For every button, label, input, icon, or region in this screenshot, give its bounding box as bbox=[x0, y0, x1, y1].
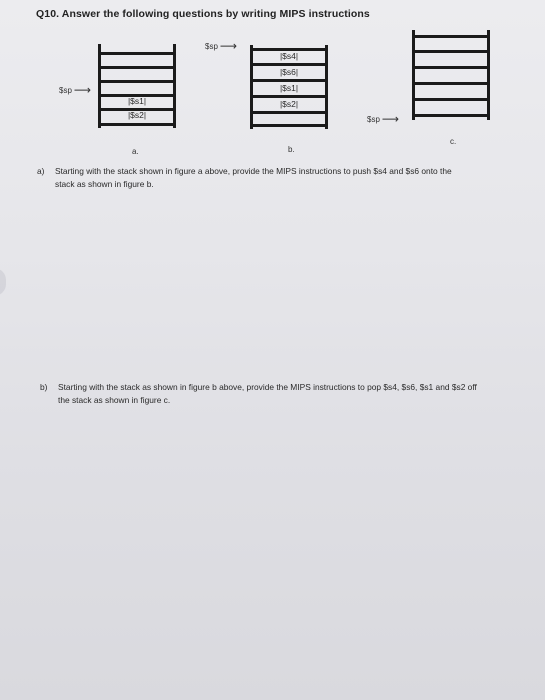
right-arrow-icon: ⟶ bbox=[73, 83, 92, 97]
right-arrow-icon: ⟶ bbox=[219, 39, 238, 53]
question-text-line: the stack as shown in figure c. bbox=[58, 395, 171, 405]
figure-label-b: b. bbox=[288, 145, 295, 154]
stack-pointer-b bbox=[205, 40, 237, 52]
stack-pointer-c bbox=[367, 113, 399, 125]
question-b bbox=[40, 381, 530, 407]
question-text-line: Starting with the stack as shown in figure b above, provide the MIPS instructions to pop $s4, $s6, $s1 and $s2 off bbox=[58, 382, 477, 392]
stack-slot-register: |$s2| bbox=[127, 110, 147, 120]
stack-slot-register: |$s2| bbox=[279, 99, 299, 109]
stack-slot-divider bbox=[101, 52, 173, 55]
stack-slot-divider bbox=[253, 79, 325, 82]
stack-slot-divider bbox=[415, 82, 487, 85]
question-text-line: Starting with the stack shown in figure a above, provide the MIPS instructions to push $s4 and $s6 onto the bbox=[55, 166, 452, 176]
stack-slot-divider bbox=[415, 114, 487, 117]
stack-slot-divider bbox=[253, 63, 325, 66]
stack-pointer-label: $sp bbox=[367, 114, 380, 124]
stack-slot-register: |$s1| bbox=[127, 96, 147, 106]
stack-slot-divider bbox=[415, 50, 487, 53]
question-text-line: stack as shown in figure b. bbox=[55, 179, 154, 189]
stack-slot-register: |$s4| bbox=[279, 51, 299, 61]
stack-slot-register: |$s1| bbox=[279, 83, 299, 93]
stack-slot-divider bbox=[101, 123, 173, 126]
figure-label-c: c. bbox=[450, 137, 457, 146]
stack-slot-divider bbox=[253, 111, 325, 114]
question-marker: a) bbox=[37, 166, 45, 176]
question-a bbox=[37, 165, 517, 191]
right-arrow-icon: ⟶ bbox=[381, 112, 400, 126]
stack-slot-divider bbox=[415, 98, 487, 101]
stack-slot-divider bbox=[253, 124, 325, 127]
stack-pointer-a bbox=[59, 84, 91, 96]
stack-slot-divider bbox=[101, 66, 173, 69]
stack-slot-divider bbox=[101, 80, 173, 83]
stack-slot-divider bbox=[415, 66, 487, 69]
figure-label-a: a. bbox=[132, 147, 139, 156]
stack-figure-b bbox=[250, 45, 328, 129]
stack-figure-c bbox=[412, 30, 490, 120]
stack-pointer-label: $sp bbox=[59, 85, 72, 95]
stack-pointer-label: $sp bbox=[205, 41, 218, 51]
page-edge-shadow bbox=[0, 268, 6, 296]
question-marker: b) bbox=[40, 382, 48, 392]
question-title: Q10. Answer the following questions by writing MIPS instructions bbox=[36, 8, 370, 20]
stack-slot-divider bbox=[415, 35, 487, 38]
stack-figure-a bbox=[98, 44, 176, 128]
stack-slot-divider bbox=[253, 95, 325, 98]
stack-slot-register: |$s6| bbox=[279, 67, 299, 77]
